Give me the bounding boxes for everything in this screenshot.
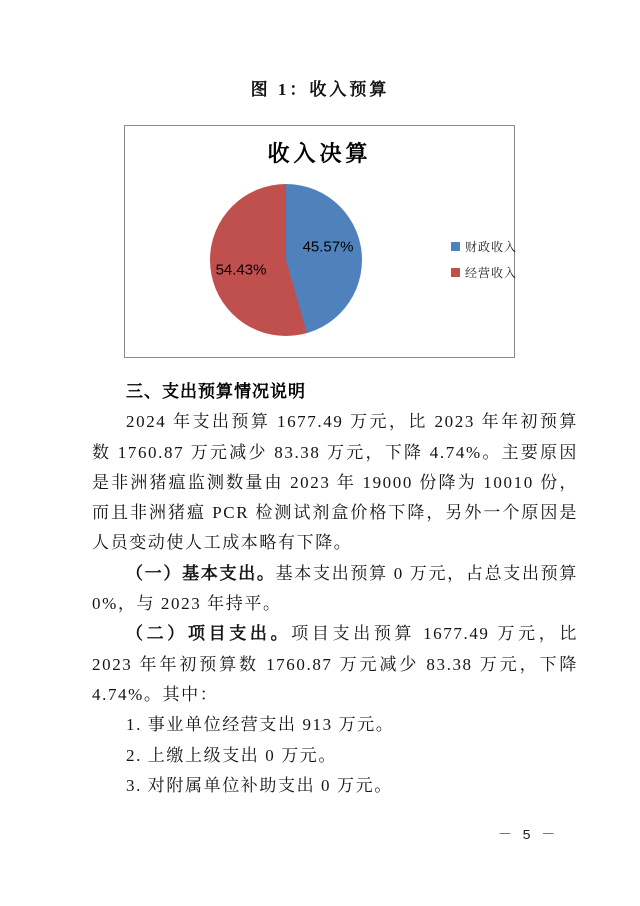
paragraph-text: 基本支出预算 0 万元，占总支出预算 0%，与 2023 年持平。 [92,563,578,614]
paragraph-basic-expenditure [92,559,578,620]
legend-item-operating-income [451,264,517,281]
section-body [92,377,578,801]
income-pie-chart-frame [124,125,518,358]
legend-swatch-blue [451,242,460,251]
legend-item-fiscal-income [451,238,517,255]
paragraph-project-expenditure [92,619,578,710]
figure-caption: 图 1：收入预算 [250,80,390,99]
list-item-1: 1. 事业单位经营支出 913 万元。 [126,715,395,735]
chart-title: 收入决算 [267,141,372,166]
list-item-3: 3. 对附属单位补助支出 0 万元。 [126,775,393,795]
pie-label-operating-income: 54.43% [215,261,267,279]
legend-label: 经营收入 [465,266,518,280]
paragraph-text: 项目支出预算 1677.49 万元，比 2023 年年初预算数 1760.87 万元减少 83.38 万元，下降 4.74%。其中： [92,624,578,704]
section-heading: 三、支出预算情况说明 [126,382,306,401]
legend-label: 财政收入 [465,240,518,254]
chart-legend [451,238,517,290]
legend-swatch-red [451,268,460,277]
paragraph-lead: （一）基本支出。 [126,563,276,583]
pie-chart [210,184,362,336]
page-number: － 5 － [498,828,557,844]
paragraph-lead: （二）项目支出。 [126,624,292,644]
paragraph-overview [92,407,578,558]
pie-label-fiscal-income: 45.57% [302,238,354,256]
paragraph-text: 2024 年支出预算 1677.49 万元，比 2023 年年初预算数 1760.87 万元减少 83.38 万元，下降 4.74%。主要原因是非洲猪瘟监测数量由 2023 年 19000 份降为 10010 份，而且非洲猪瘟 PCR 检测试剂盒价格下降，另外一个原因是人员变动使人工成本略有下降。 [92,412,578,553]
list-item-2: 2. 上缴上级支出 0 万元。 [126,745,337,765]
